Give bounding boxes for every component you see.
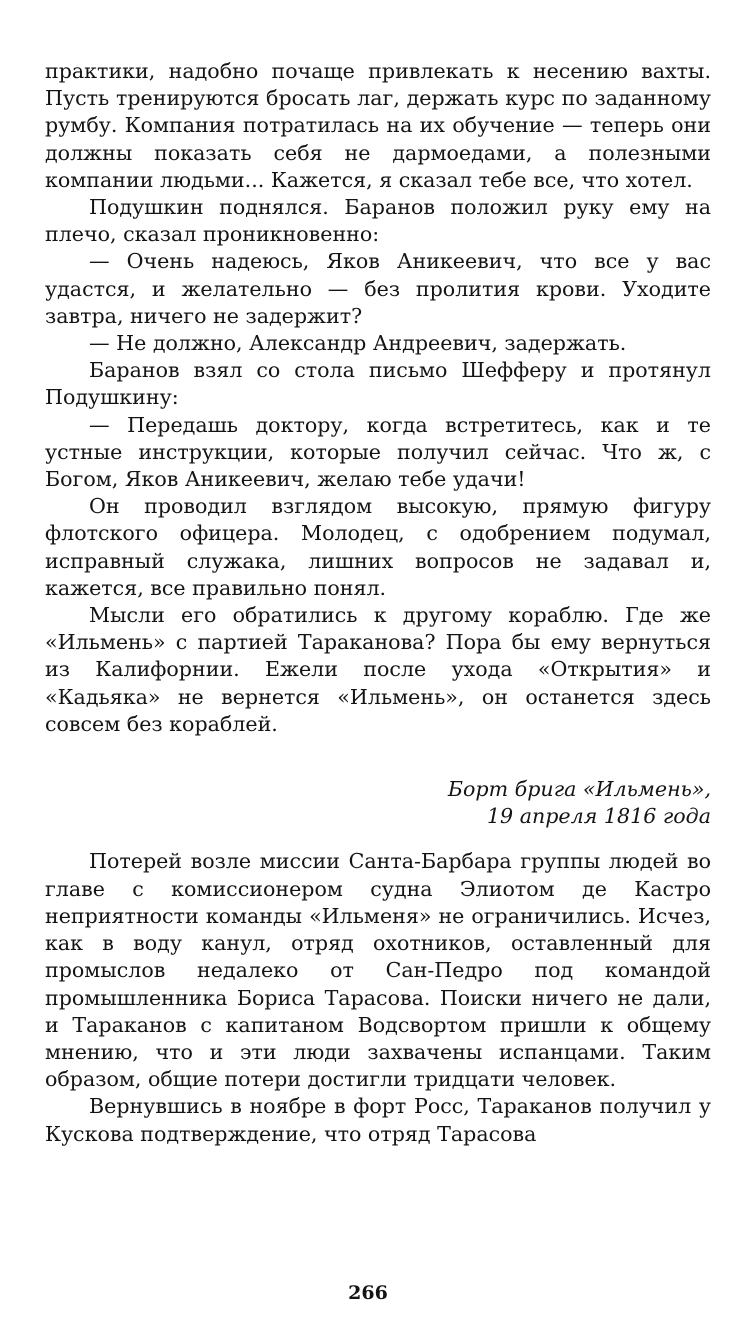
page-number: 266 bbox=[348, 1282, 388, 1304]
paragraph-podushkin-rose: Подушкин поднялся. Баранов положил руку ему на плечо, сказал проникновенно: bbox=[45, 195, 711, 247]
paragraph-return-to-fort-ross: Вернувшись в ноябре в форт Росс, Тараканов получил у Кускова подтверждение, что отряд Тарасова bbox=[45, 1094, 711, 1146]
section-heading bbox=[45, 776, 711, 830]
paragraph-ilmen-thoughts: Мысли его обратились к другому кораблю. Где же «Ильмень» с партией Тараканова? Пора бы ему вернуться из Калифорнии. Ежели после ухода «Открытия» и «Кадьяка» не вернется «Ильмень», он останется здесь совсем без кораблей. bbox=[45, 603, 711, 736]
dialogue-baranov-instructions: — Передашь доктору, когда встретитесь, как и те устные инструкции, которые получил сейчас. Что ж, с Богом, Яков Аникеевич, желаю тебе удачи! bbox=[45, 412, 711, 492]
section-heading-date: 19 апреля 1816 года bbox=[486, 804, 711, 829]
dialogue-podushkin-reply: — Не должно, Александр Андреевич, задержать. bbox=[89, 331, 627, 356]
book-page bbox=[45, 58, 711, 1148]
dialogue-baranov-hope: — Очень надеюсь, Яков Аникеевич, что все у вас удастся, и желательно — без пролития крови. Уходите завтра, ничего не задержит? bbox=[45, 249, 711, 328]
section-heading-place: Борт брига «Ильмень», bbox=[447, 777, 711, 802]
paragraph-continuation: практики, надобно почаще привлекать к несению вахты. Пусть тренируются бросать лаг, держать курс по заданному румбу. Компания потратилась на их обучение — теперь они должны показать себя не дармоедами, а полезными компании людьми... Кажется, я сказал тебе все, что хотел. bbox=[45, 59, 711, 192]
section-spacer bbox=[45, 830, 711, 848]
paragraph-losses: Потерей возле миссии Санта-Барбара группы людей во главе с комиссионером судна Элиотом де Кастро неприятности команды «Ильменя» не ограничились. Исчез, как в воду канул, отряд охотников, оставленный для промыслов недалеко от Сан-Педро под командой промышленника Бориса Тарасова. Поиски ничего не дали, и Тараканов с капитаном Водсвортом пришли к общему мнению, что и эти люди захвачены испанцами. Таким образом, общие потери достигли тридцати человек. bbox=[45, 849, 711, 1092]
section-spacer bbox=[45, 738, 711, 776]
paragraph-officer-figure: Он проводил взглядом высокую, прямую фигуру флотского офицера. Молодец, с одобрением подумал, исправный служака, лишних вопросов не задавал и, кажется, все правильно понял. bbox=[45, 494, 711, 600]
paragraph-letter-to-scheffer: Баранов взял со стола письмо Шефферу и протянул Подушкину: bbox=[45, 358, 711, 410]
